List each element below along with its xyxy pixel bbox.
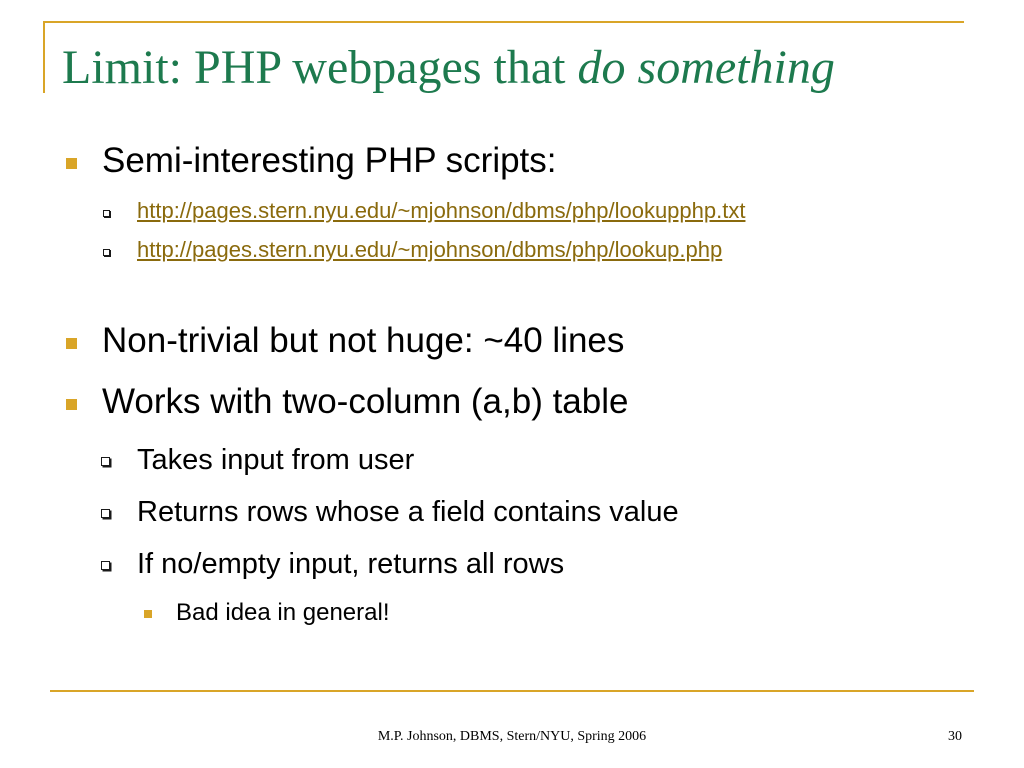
title-frame-top-rule: [43, 21, 964, 23]
bullet-non-trivial: Non-trivial but not huge: ~40 lines: [102, 321, 625, 360]
title-frame-left-rule: [43, 21, 45, 93]
hollow-square-bullet-icon: [101, 509, 110, 518]
hollow-square-bullet-icon: [101, 457, 110, 466]
slide-title-emphasis: do something: [577, 41, 835, 94]
hollow-square-bullet-icon: [101, 561, 110, 570]
footer-rule: [50, 690, 974, 692]
filled-square-bullet-icon: [66, 338, 77, 349]
link-lookup-php[interactable]: http://pages.stern.nyu.edu/~mjohnson/dbms/php/lookup.php: [137, 237, 723, 262]
slide-title-text: Limit: PHP webpages that: [62, 41, 578, 94]
hollow-square-bullet-icon: [103, 249, 110, 256]
filled-square-bullet-icon: [66, 399, 77, 410]
sub-bullet-returns-rows: Returns rows whose a field contains value: [137, 496, 679, 528]
footer-credit: M.P. Johnson, DBMS, Stern/NYU, Spring 2006: [377, 729, 647, 744]
filled-square-bullet-icon: [144, 610, 152, 618]
sub-bullet-takes-input: Takes input from user: [137, 444, 415, 476]
filled-square-bullet-icon: [66, 158, 77, 169]
sub-sub-bullet-bad-idea: Bad idea in general!: [176, 599, 390, 626]
slide-title: [62, 40, 835, 96]
sub-bullet-no-input: If no/empty input, returns all rows: [137, 548, 565, 580]
hollow-square-bullet-icon: [103, 210, 110, 217]
bullet-two-column-table: Works with two-column (a,b) table: [102, 382, 629, 421]
bullet-semi-interesting-scripts: Semi-interesting PHP scripts:: [102, 141, 557, 180]
link-lookupphp-txt[interactable]: http://pages.stern.nyu.edu/~mjohnson/dbms/php/lookupphp.txt: [137, 198, 746, 223]
page-number: 30: [948, 729, 962, 744]
